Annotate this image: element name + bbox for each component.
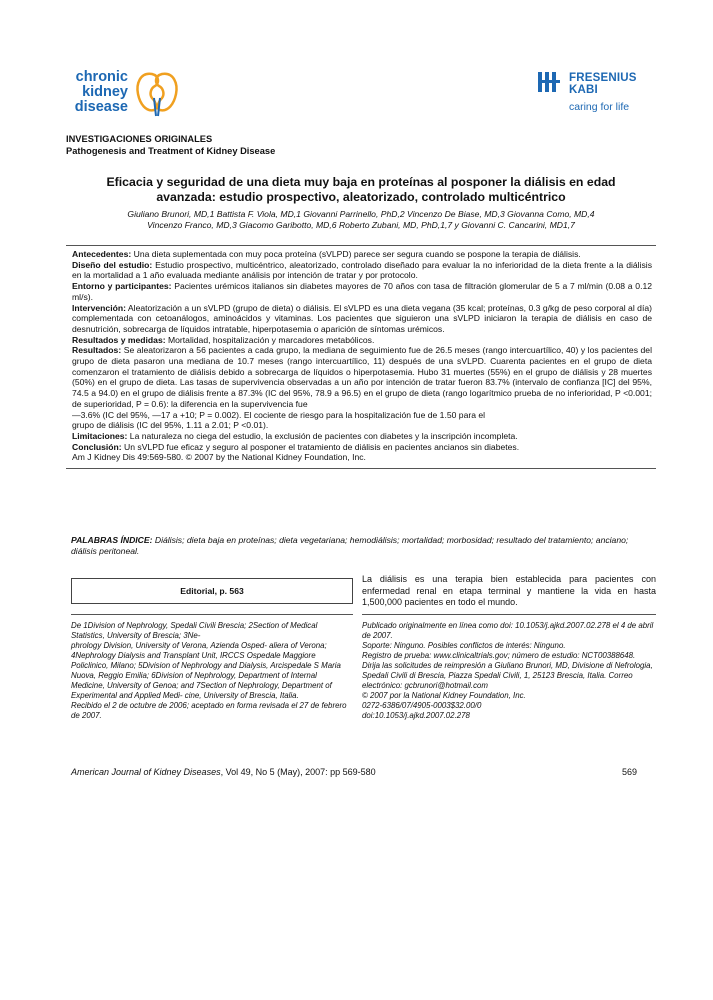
- fresenius-kabi-logo: [537, 68, 657, 120]
- abstract-paragraph: Antecedentes: Una dieta suplementada con muy poca proteína (sVLPD) parece ser segura cuando se pospone la terapia de diálisis.: [72, 249, 581, 259]
- abstract-paragraph: —3.6% (IC del 95%, —17 a +10; P = 0.002). El cociente de riesgo para la hospitalización fue de 1.50 para el: [72, 409, 486, 420]
- affiliations: De 1Division of Nephrology, Spedali Civili Brescia; 2Section of Medical Statistics, University of Brescia; 3Ne- phrology Division, University of Verona, Azienda Osped- aliera of Verona; 4Nephrology Dialysis and Transplant Unit, IRCCS Ospedale Maggiore Policlinico, Milano; 5Division of Nephrology and Dialysis, Arcispedale S Maria Nuova, Reggio Emilia; 6Division of Nephrology, Department of Internal Medicine, University of Genoa; and 7Section of Nephrology, Department of Experimental and Applied Medi- cine, University of Brescia, Italia. Recibido el 2 de octubre de 2006; aceptado en forma revisada el 27 de febrero de 2007.: [71, 621, 347, 720]
- fresenius-tagline: caring for life: [569, 101, 630, 113]
- article-title: Eficacia y seguridad de una dieta muy baja en proteínas al posponer la diálisis en edad avanzada: estudio prospectivo, aleatorizado, controlado multicéntrico: [106, 175, 616, 204]
- publication-notes: Publicado originalmente en línea como doi: 10.1053/j.ajkd.2007.02.278 el 4 de abril de 2007. Soporte: Ninguno. Posibles conflictos de interés: Ninguno. Registro de prueba: www.clinicaltrials.gov; número de estudio: NCT00388648. Dirija las solicitudes de reimpresión a Giuliano Brunori, MD, Divisione di Nefrologia, Spedali Civili di Brescia, Piazza Spedali Civili, 1, 25123 Brescia, Italia. Correo electrónico: gcbrunori@hotmail.com © 2007 por la National Kidney Foundation, Inc. 0272-6386/07/4905-0003$32.00/0 doi:10.1053/j.ajkd.2007.02.278: [362, 621, 654, 720]
- abstract-paragraph: Conclusión: Un sVLPD fue eficaz y seguro al posponer el tratamiento de diálisis en pacientes ancianos sin diabetes.: [72, 441, 520, 452]
- abstract-paragraph: Intervención: Aleatorización a un sVLPD (grupo de dieta) o diálisis. El sVLPD es una dieta vegana (35 kcal; proteínas, 0.3 g/kg de peso corporal al día) complementada con cetoanálogos, aminoácidos y vitaminas. Los pacientes que siguieron una sVLPD iniciaron la terapia de diálisis en caso de desnutrición, sobrecarga de líquidos intratable, hiperpotasemia o aparición de síntomas urémicos.: [72, 302, 652, 334]
- journal-footer: American Journal of Kidney Diseases, Vol 49, No 5 (May), 2007: pp 569-580: [71, 767, 376, 777]
- keywords-text: Diálisis; dieta baja en proteínas; dieta vegetariana; hemodiálisis; mortalidad; morbosidad; resultado del tratamiento; anciano; diálisis peritoneal.: [71, 535, 629, 556]
- left-separator: [71, 614, 353, 615]
- ckd-logo: [70, 68, 200, 122]
- abstract-paragraph: Resultados y medidas: Mortalidad, hospitalización y marcadores metabólicos.: [72, 334, 375, 345]
- right-separator: [362, 614, 656, 615]
- abstract-paragraph: grupo de diálisis (IC del 95%, 1.11 a 2.01; P <0.01).: [72, 420, 269, 431]
- section-subcategory: Pathogenesis and Treatment of Kidney Disease: [66, 145, 276, 156]
- section-header: [66, 134, 275, 157]
- abstract-paragraph: Limitaciones: La naturaleza no ciega del estudio, la exclusión de pacientes con diabetes y la inscripción incompleta.: [72, 430, 518, 441]
- section-category: INVESTIGACIONES ORIGINALES: [66, 134, 213, 144]
- abstract-paragraph: Resultados: Se aleatorizaron a 56 pacientes a cada grupo, la mediana de seguimiento fue de 26.5 meses (rango intercuartílico, 40) y los pacientes del grupo de dieta pasaron una mediana de 10.7 meses (rango intercuartílico, 11) después de una sVLPD. Cuarenta pacientes en el grupo de dieta comenzaron el tratamiento de diálisis debido a sobrecarga de líquidos o hiperpotasemia. Hubo 31 muertes (55%) en el grupo de diálisis y 28 muertes (50%) en el grupo de dieta. Las tasas de supervivencia observadas a un año por intención de tratar fueron 83.7% (intervalo de confianza [IC] del 95%, 74.5 a 94.0) en el grupo de diálisis frente a 87.3% (IC del 95%, 78.9 a 96.5) en el grupo de dieta (rango logarítmico prueba de no inferioridad, P <0.001; de superioridad, P = 0.6): la diferencia en la supervivencia fue: [72, 345, 652, 409]
- abstract: [66, 245, 656, 469]
- keywords-label: PALABRAS ÍNDICE:: [71, 535, 153, 545]
- fresenius-mark-icon: [537, 70, 563, 94]
- fresenius-name: FRESENIUS KABI: [569, 72, 637, 96]
- abstract-citation: Am J Kidney Dis 49:569-580. © 2007 by the National Kidney Foundation, Inc.: [72, 452, 366, 463]
- abstract-paragraph: Entorno y participantes: Pacientes urémicos italianos sin diabetes mayores de 70 años con tasa de filtración glomerular de 5 a 7 ml/min (0.08 a 0.12 ml/s).: [72, 281, 653, 302]
- author-list: Giuliano Brunori, MD,1 Battista F. Viola, MD,1 Giovanni Parrinello, PhD,2 Vincenzo De Biase, MD,3 Giovanna Como, MD,4 Vincenzo Franco, MD,3 Giacomo Garibotto, MD,6 Roberto Zubani, MD, PhD,1,7 y Giovanni C. Cancarini, MD1,7: [127, 209, 595, 230]
- kidneys-icon: [132, 68, 182, 118]
- page-number: 569: [622, 767, 638, 777]
- ckd-logo-text: chronic kidney disease: [74, 69, 128, 115]
- editorial-reference: Editorial, p. 563: [71, 578, 353, 604]
- intro-paragraph: La diálisis es una terapia bien establecida para pacientes con enfermedad renal en etapa terminal y mantiene la vida en hasta 1,500,000 pacientes en todo el mundo.: [362, 574, 656, 607]
- index-keywords: [71, 535, 656, 557]
- abstract-paragraph: Diseño del estudio: Estudio prospectivo, multicéntrico, aleatorizado, controlado diseñado para evaluar la no inferioridad de la dieta frente a la diálisis en la mortalidad a 1 año evaluada mediante análisis por intención de tratar y por protocolo.: [72, 259, 652, 281]
